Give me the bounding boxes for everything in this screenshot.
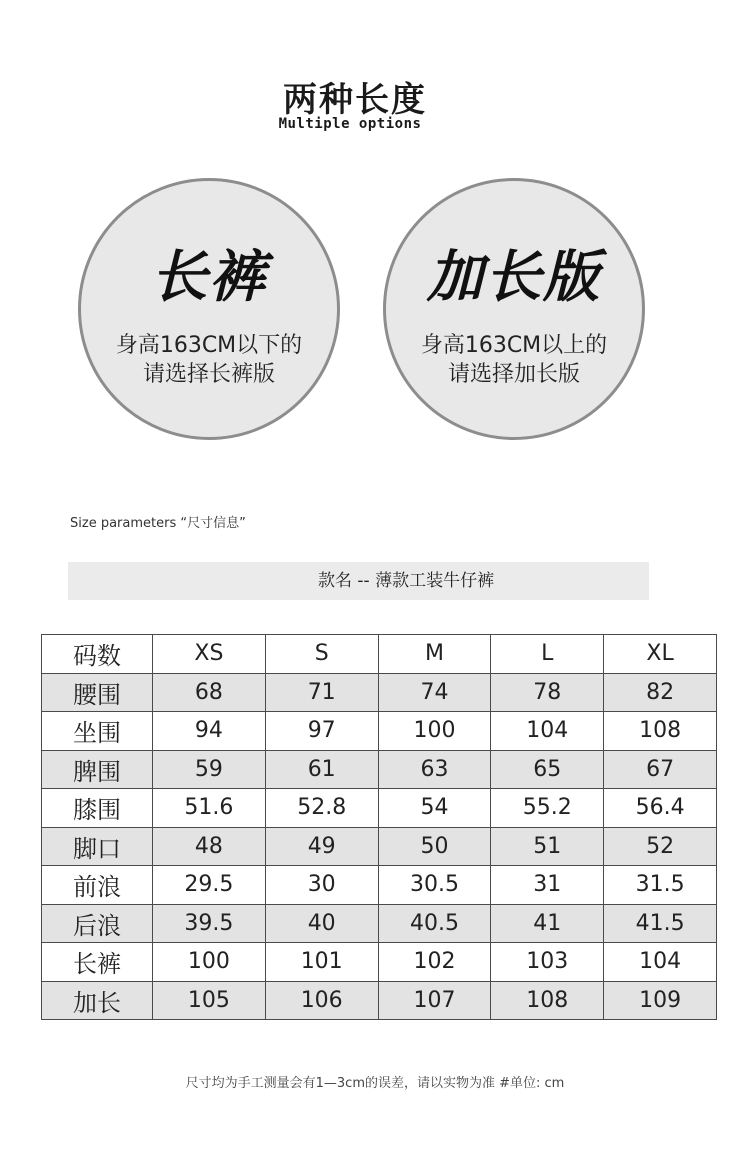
table-cell: 103 [491, 943, 604, 982]
table-cell: 106 [265, 981, 378, 1020]
table-cell: 52.8 [265, 789, 378, 828]
page-subtitle: Multiple options [278, 116, 422, 132]
table-row [42, 866, 717, 905]
table-cell: 105 [153, 981, 266, 1020]
table-cell: 67 [604, 750, 717, 789]
table-row [42, 750, 717, 789]
footer-note: 尺寸均为手工测量会有1—3cm的误差，请以实物为准 #单位: cm [185, 1076, 565, 1091]
table-cell: 71 [265, 673, 378, 712]
option-desc-line2: 请选择长裤版 [142, 362, 275, 387]
table-header-cell: S [265, 635, 378, 674]
table-cell: 74 [378, 673, 491, 712]
table-row [42, 904, 717, 943]
table-cell: 100 [378, 712, 491, 751]
row-label-cell: 脾围 [42, 750, 153, 789]
table-header-cell: L [491, 635, 604, 674]
row-label-cell: 长裤 [42, 943, 153, 982]
table-cell: 65 [491, 750, 604, 789]
table-row [42, 943, 717, 982]
table-cell: 40.5 [378, 904, 491, 943]
option-desc-line1: 身高163CM以上的 [420, 333, 608, 358]
table-cell: 29.5 [153, 866, 266, 905]
table-cell: 50 [378, 827, 491, 866]
table-row [42, 789, 717, 828]
table-cell: 108 [491, 981, 604, 1020]
table-cell: 40 [265, 904, 378, 943]
table-cell: 61 [265, 750, 378, 789]
style-name-bar [68, 562, 649, 600]
table-header-row [42, 635, 717, 674]
table-cell: 78 [491, 673, 604, 712]
row-label-cell: 前浪 [42, 866, 153, 905]
table-cell: 68 [153, 673, 266, 712]
table-header-cell: XS [153, 635, 266, 674]
page-title: 两种长度 [283, 80, 427, 120]
option-name: 加长版 [427, 245, 601, 310]
option-circle-long [383, 178, 645, 440]
table-cell: 94 [153, 712, 266, 751]
style-name: 款名 -- 薄款工装牛仔裤 [318, 571, 495, 591]
table-cell: 100 [153, 943, 266, 982]
size-parameters-label: Size parameters “尺寸信息” [70, 516, 246, 531]
table-cell: 48 [153, 827, 266, 866]
table-row [42, 981, 717, 1020]
size-table [41, 634, 717, 1020]
table-cell: 51 [491, 827, 604, 866]
table-cell: 104 [491, 712, 604, 751]
table-cell: 63 [378, 750, 491, 789]
option-desc-line2: 请选择加长版 [447, 362, 580, 387]
table-cell: 31.5 [604, 866, 717, 905]
table-cell: 41 [491, 904, 604, 943]
option-desc-line1: 身高163CM以下的 [115, 333, 303, 358]
table-cell: 49 [265, 827, 378, 866]
table-cell: 30 [265, 866, 378, 905]
row-label-cell: 脚口 [42, 827, 153, 866]
table-cell: 109 [604, 981, 717, 1020]
table-cell: 104 [604, 943, 717, 982]
table-cell: 51.6 [153, 789, 266, 828]
table-cell: 54 [378, 789, 491, 828]
table-cell: 52 [604, 827, 717, 866]
table-header-cell: 码数 [42, 635, 153, 674]
row-label-cell: 腰围 [42, 673, 153, 712]
table-cell: 108 [604, 712, 717, 751]
table-cell: 102 [378, 943, 491, 982]
table-cell: 39.5 [153, 904, 266, 943]
row-label-cell: 加长 [42, 981, 153, 1020]
table-cell: 97 [265, 712, 378, 751]
table-cell: 107 [378, 981, 491, 1020]
row-label-cell: 坐围 [42, 712, 153, 751]
table-cell: 56.4 [604, 789, 717, 828]
table-row [42, 673, 717, 712]
table-cell: 55.2 [491, 789, 604, 828]
option-circle-regular [78, 178, 340, 440]
table-cell: 30.5 [378, 866, 491, 905]
table-cell: 101 [265, 943, 378, 982]
table-row [42, 827, 717, 866]
row-label-cell: 后浪 [42, 904, 153, 943]
table-cell: 41.5 [604, 904, 717, 943]
table-row [42, 712, 717, 751]
table-cell: 31 [491, 866, 604, 905]
table-cell: 82 [604, 673, 717, 712]
table-header-cell: M [378, 635, 491, 674]
row-label-cell: 膝围 [42, 789, 153, 828]
table-header-cell: XL [604, 635, 717, 674]
table-cell: 59 [153, 750, 266, 789]
option-name: 长裤 [151, 245, 267, 310]
